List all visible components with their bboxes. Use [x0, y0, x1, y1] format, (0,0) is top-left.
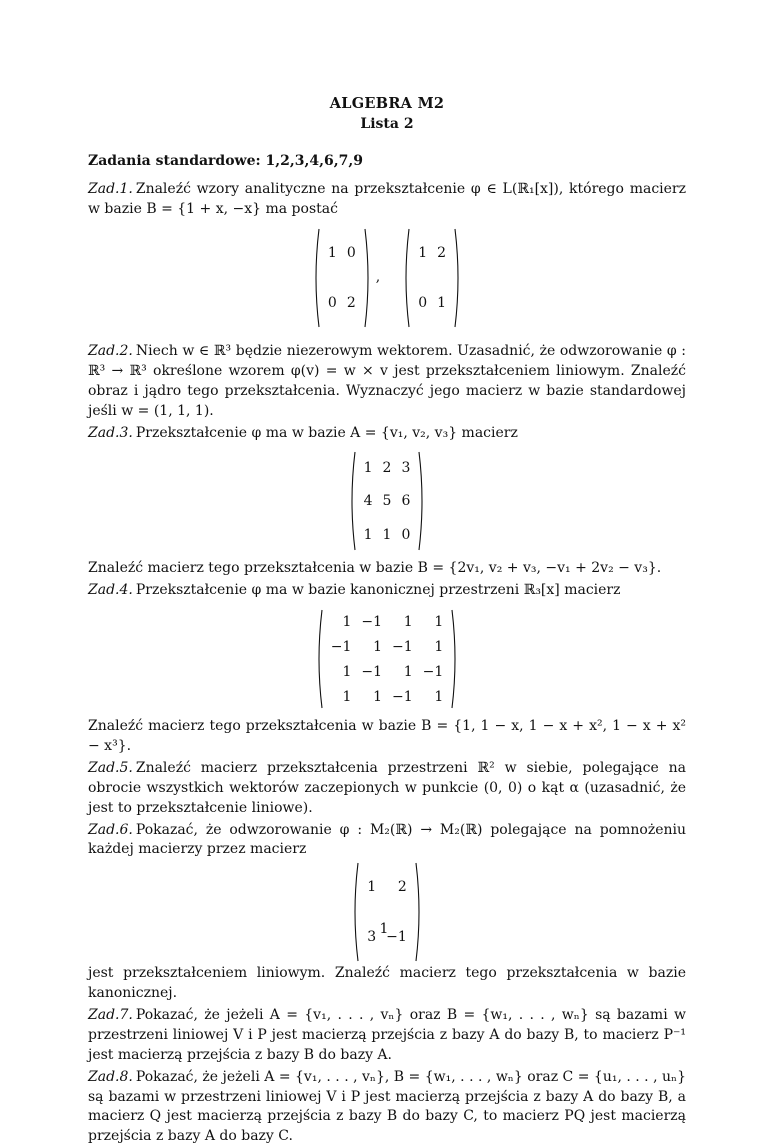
- matrix-entry: 1: [342, 663, 352, 680]
- left-paren: [315, 609, 323, 709]
- task-3: [88, 424, 686, 444]
- task-3-continuation: [88, 559, 686, 579]
- task-4-continuation: [88, 717, 686, 757]
- matrix-entry: 1: [373, 688, 382, 705]
- document-page: [88, 94, 686, 1147]
- matrix-row-entries: [323, 278, 361, 328]
- right-paren: [364, 228, 372, 328]
- matrix-entry: 1: [418, 245, 428, 262]
- matrix-table: [359, 451, 416, 551]
- task-2: [88, 342, 686, 422]
- matrix: [351, 862, 423, 962]
- matrix-entry: 1: [382, 526, 392, 543]
- matrix-table: [362, 862, 412, 962]
- matrix-entry: 1: [434, 688, 444, 705]
- matrix-row-entries: [359, 451, 416, 484]
- matrix-entry: 1: [342, 688, 352, 705]
- task-label: Zad.2.: [88, 343, 133, 360]
- task-8: [88, 1068, 686, 1147]
- document-title: ALGEBRA M2: [329, 95, 445, 112]
- task-text: Pokazać, że jeżeli A = {v₁, . . . , vₙ}, B = {w₁, . . . , wₙ} oraz C = {u₁, . . . , uₙ} są bazami w przestrzeni liniowej V i P jest macierzą przejścia z bazy A do bazy B, a macierz Q jest macierzą przejścia z bazy B do bazy C, to macierz PQ jest macierzą przejścia z bazy A do bazy C.: [88, 1068, 686, 1145]
- right-paren: [454, 228, 462, 328]
- matrix-entry: 2: [437, 245, 447, 262]
- task-label: Zad.5.: [88, 759, 133, 776]
- task-label: Zad.1.: [88, 181, 133, 198]
- matrix-entry: −1: [330, 638, 352, 655]
- matrix-entry: 1: [437, 295, 447, 312]
- matrix: [348, 451, 427, 551]
- matrix-entry: 1: [434, 638, 444, 655]
- section-heading: Zadania standardowe: 1,2,3,4,6,7,9: [88, 153, 363, 170]
- task-text: Znaleźć wzory analityczne na przekształcenie φ ∈ L(ℝ₁[x]), którego macierz w bazie B = {1 + x, −x} ma postać: [88, 181, 686, 218]
- matrix-entry: 4: [363, 493, 373, 510]
- matrix-entry: 3: [401, 460, 411, 477]
- task-4: [88, 581, 686, 601]
- matrix-row-entries: [413, 278, 451, 328]
- matrix-row-entries: [323, 228, 361, 278]
- task-text: Znaleźć macierz tego przekształcenia w bazie B = {1, 1 − x, 1 − x + x², 1 − x + x² − x³}.: [88, 718, 686, 755]
- left-paren: [312, 228, 320, 328]
- task-label: Zad.4.: [88, 582, 133, 599]
- matrix-row-entries: [359, 518, 416, 551]
- matrix-row-entries: [413, 228, 451, 278]
- matrix-row-entries: [359, 485, 416, 518]
- matrix-entry: −1: [392, 638, 413, 655]
- matrix-separator: ,: [375, 269, 381, 286]
- matrix: [312, 228, 372, 328]
- matrix-entry: 1: [403, 613, 413, 630]
- matrix-table: [323, 228, 361, 328]
- matrix-row: [88, 862, 686, 962]
- right-paren: [451, 609, 459, 709]
- matrix-entry: 0: [418, 295, 428, 312]
- task-6-continuation: [88, 964, 686, 1004]
- matrix-table: [326, 609, 449, 709]
- left-paren: [351, 862, 359, 962]
- matrix: [402, 228, 462, 328]
- task-7: [88, 1006, 686, 1066]
- matrix-row-entries: [326, 609, 449, 634]
- matrix-entry: 6: [401, 493, 411, 510]
- matrix-row-entries: [326, 659, 449, 684]
- task-5: [88, 759, 686, 819]
- matrix-entry: 3: [367, 929, 377, 946]
- task-text: Niech w ∈ ℝ³ będzie niezerowym wektorem. Uzasadnić, że odwzorowanie φ : ℝ³ → ℝ³ określone wzorem φ(v) = w × v jest przekształceniem liniowym. Znaleźć obraz i jądro tego przekształcenia. Wyznaczyć jego macierz w bazie standardowej jeśli w = (1, 1, 1).: [88, 343, 686, 419]
- matrix-entry: 1: [363, 460, 373, 477]
- matrix-entry: −1: [361, 663, 382, 680]
- task-text: Pokazać, że jeżeli A = {v₁, . . . , vₙ} oraz B = {w₁, . . . , wₙ} są bazami w przestrzeni liniowej V i P jest macierzą przejścia z bazy A do bazy B, to macierz P⁻¹ jest macierzą przejścia z bazy B do bazy A.: [88, 1007, 686, 1063]
- task-label: Zad.6.: [88, 821, 133, 838]
- matrix-entry: 1: [373, 638, 382, 655]
- task-text: Pokazać, że odwzorowanie φ : M₂(ℝ) → M₂(ℝ) polegające na pomnożeniu każdej macierzy przez macierz: [88, 821, 686, 858]
- matrix-entry: 2: [397, 879, 407, 896]
- matrix-entry: 0: [346, 245, 356, 262]
- matrix-row-entries: [326, 684, 449, 709]
- matrix-entry: 0: [327, 295, 337, 312]
- task-label: Zad.8.: [88, 1068, 133, 1085]
- matrix-entry: 1: [367, 879, 377, 896]
- task-6: [88, 821, 686, 861]
- task-text: Przekształcenie φ ma w bazie A = {v₁, v₂, v₃} macierz: [135, 424, 518, 441]
- matrix-row: [88, 609, 686, 709]
- task-label: Zad.3.: [88, 424, 133, 441]
- matrix-row: [88, 228, 686, 328]
- left-paren: [348, 451, 356, 551]
- task-text: jest przekształceniem liniowym. Znaleźć macierz tego przekształcenia w bazie kanonicznej.: [88, 965, 686, 1002]
- matrix-entry: 1: [363, 526, 373, 543]
- document-subtitle: Lista 2: [360, 115, 414, 132]
- matrix-entry: 5: [382, 493, 392, 510]
- matrix-row: [88, 451, 686, 551]
- matrix-entry: −1: [392, 688, 413, 705]
- task-text: Znaleźć macierz przekształcenia przestrzeni ℝ² w siebie, polegające na obrocie wszystkich wektorów zaczepionych w punkcie (0, 0) o kąt α (uzasadnić, że jest to przekształcenie liniowe).: [88, 759, 686, 816]
- left-paren: [402, 228, 410, 328]
- matrix-entry: −1: [361, 613, 382, 630]
- matrix-entry: 2: [382, 460, 392, 477]
- task-1: [88, 180, 686, 220]
- task-text: Przekształcenie φ ma w bazie kanonicznej przestrzeni ℝ₃[x] macierz: [135, 582, 621, 599]
- matrix-entry: 1: [327, 245, 337, 262]
- matrix-entry: 0: [401, 526, 411, 543]
- task-label: Zad.7.: [88, 1007, 133, 1024]
- right-paren: [418, 451, 426, 551]
- task-text: Znaleźć macierz tego przekształcenia w bazie B = {2v₁, v₂ + v₃, −v₁ + 2v₂ − v₃}.: [88, 560, 662, 577]
- matrix-entry: −1: [386, 929, 407, 946]
- matrix-row-entries: [362, 862, 412, 912]
- matrix-entry: 1: [403, 663, 413, 680]
- matrix-entry: 1: [434, 613, 444, 630]
- page-number: 1: [379, 921, 389, 937]
- matrix-entry: 1: [342, 613, 352, 630]
- matrix-entry: −1: [422, 663, 444, 680]
- matrix-entry: 2: [346, 295, 356, 312]
- matrix: [315, 609, 460, 709]
- matrix-row-entries: [326, 634, 449, 659]
- right-paren: [415, 862, 423, 962]
- matrix-table: [413, 228, 451, 328]
